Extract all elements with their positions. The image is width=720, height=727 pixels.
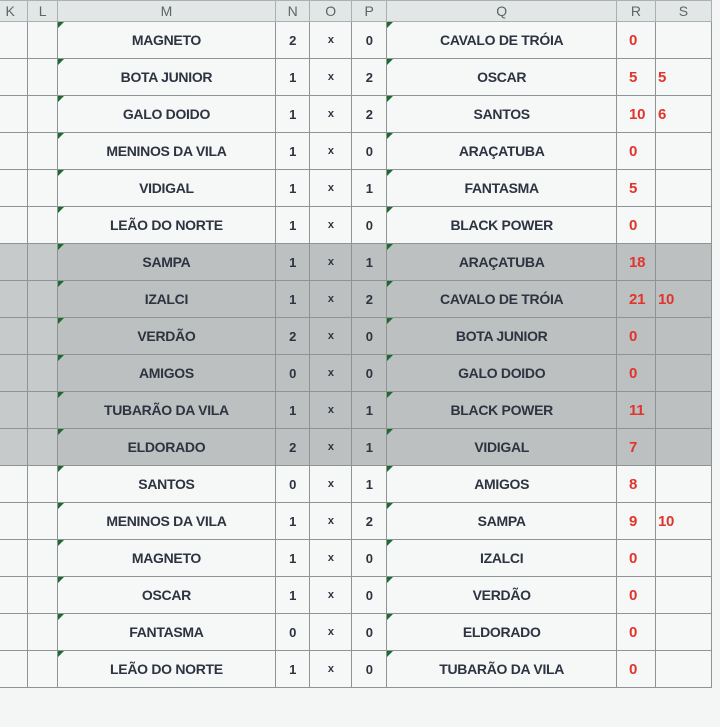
cell-k[interactable] <box>0 133 28 170</box>
cell-l[interactable] <box>28 503 58 540</box>
cell-l[interactable] <box>28 614 58 651</box>
away-score-cell[interactable]: 0 <box>352 22 387 59</box>
versus-cell[interactable]: x <box>310 651 352 688</box>
home-score-cell[interactable]: 0 <box>275 466 309 503</box>
away-score-cell[interactable]: 0 <box>352 355 387 392</box>
cell-l[interactable] <box>28 133 58 170</box>
home-score-cell[interactable]: 0 <box>275 355 309 392</box>
table-row <box>0 577 712 614</box>
points-s-cell[interactable]: 10 <box>655 503 711 540</box>
table-row <box>0 614 712 651</box>
versus-cell[interactable]: x <box>310 392 352 429</box>
away-team-cell[interactable]: BLACK POWER <box>387 207 617 244</box>
away-score-cell[interactable]: 0 <box>352 207 387 244</box>
cell-l[interactable] <box>28 540 58 577</box>
column-header-q[interactable]: Q <box>387 1 617 22</box>
home-score-cell[interactable]: 1 <box>275 207 309 244</box>
table-row <box>0 392 712 429</box>
home-team-cell[interactable]: MAGNETO <box>57 22 275 59</box>
home-score-cell[interactable]: 1 <box>275 651 309 688</box>
cell-k[interactable] <box>0 59 28 96</box>
points-r-cell[interactable]: 21 <box>617 281 656 318</box>
points-r-cell[interactable]: 0 <box>617 133 656 170</box>
away-team-cell[interactable]: ARAÇATUBA <box>387 244 617 281</box>
cell-l[interactable] <box>28 96 58 133</box>
away-team-cell[interactable]: VIDIGAL <box>387 429 617 466</box>
home-team-cell[interactable]: OSCAR <box>57 577 275 614</box>
table-row <box>0 540 712 577</box>
home-score-cell[interactable]: 1 <box>275 96 309 133</box>
table-row <box>0 207 712 244</box>
away-score-cell[interactable]: 1 <box>352 392 387 429</box>
column-header-p[interactable]: P <box>352 1 387 22</box>
versus-cell[interactable]: x <box>310 59 352 96</box>
points-r-cell[interactable]: 0 <box>617 207 656 244</box>
column-header-m[interactable]: M <box>57 1 275 22</box>
away-score-cell[interactable]: 1 <box>352 170 387 207</box>
home-score-cell[interactable]: 2 <box>275 429 309 466</box>
home-score-cell[interactable]: 1 <box>275 392 309 429</box>
column-header-k[interactable]: K <box>0 1 28 22</box>
away-score-cell[interactable]: 0 <box>352 133 387 170</box>
table-row <box>0 59 712 96</box>
cell-l[interactable] <box>28 170 58 207</box>
home-team-cell[interactable]: LEÃO DO NORTE <box>57 207 275 244</box>
table-row <box>0 651 712 688</box>
cell-l[interactable] <box>28 651 58 688</box>
cell-k[interactable] <box>0 22 28 59</box>
away-team-cell[interactable]: SAMPA <box>387 503 617 540</box>
points-s-cell[interactable] <box>655 318 711 355</box>
cell-k[interactable] <box>0 466 28 503</box>
column-header-n[interactable]: N <box>275 1 309 22</box>
points-r-cell[interactable]: 5 <box>617 170 656 207</box>
table-row <box>0 281 712 318</box>
points-s-cell[interactable] <box>655 577 711 614</box>
cell-l[interactable] <box>28 281 58 318</box>
home-team-cell[interactable]: TUBARÃO DA VILA <box>57 392 275 429</box>
away-team-cell[interactable]: CAVALO DE TRÓIA <box>387 22 617 59</box>
points-s-cell[interactable] <box>655 392 711 429</box>
cell-l[interactable] <box>28 392 58 429</box>
cell-k[interactable] <box>0 577 28 614</box>
away-team-cell[interactable]: BLACK POWER <box>387 392 617 429</box>
cell-l[interactable] <box>28 429 58 466</box>
cell-k[interactable] <box>0 540 28 577</box>
versus-cell[interactable]: x <box>310 614 352 651</box>
cell-k[interactable] <box>0 355 28 392</box>
cell-k[interactable] <box>0 503 28 540</box>
column-header-row <box>0 1 712 22</box>
table-row <box>0 503 712 540</box>
versus-cell[interactable]: x <box>310 170 352 207</box>
versus-cell[interactable]: x <box>310 133 352 170</box>
points-s-cell[interactable] <box>655 22 711 59</box>
points-r-cell[interactable]: 5 <box>617 59 656 96</box>
points-r-cell[interactable]: 0 <box>617 318 656 355</box>
home-score-cell[interactable]: 1 <box>275 503 309 540</box>
versus-cell[interactable]: x <box>310 244 352 281</box>
home-team-cell[interactable]: BOTA JUNIOR <box>57 59 275 96</box>
home-team-cell[interactable]: MENINOS DA VILA <box>57 503 275 540</box>
away-team-cell[interactable]: VERDÃO <box>387 577 617 614</box>
home-score-cell[interactable]: 1 <box>275 540 309 577</box>
cell-l[interactable] <box>28 207 58 244</box>
cell-k[interactable] <box>0 207 28 244</box>
home-team-cell[interactable]: VERDÃO <box>57 318 275 355</box>
away-score-cell[interactable]: 1 <box>352 429 387 466</box>
points-r-cell[interactable]: 18 <box>617 244 656 281</box>
points-r-cell[interactable]: 11 <box>617 392 656 429</box>
points-s-cell[interactable]: 6 <box>655 96 711 133</box>
points-s-cell[interactable] <box>655 170 711 207</box>
away-score-cell[interactable]: 0 <box>352 614 387 651</box>
home-team-cell[interactable]: MENINOS DA VILA <box>57 133 275 170</box>
versus-cell[interactable]: x <box>310 429 352 466</box>
cell-l[interactable] <box>28 244 58 281</box>
home-score-cell[interactable]: 1 <box>275 59 309 96</box>
points-s-cell[interactable] <box>655 244 711 281</box>
cell-k[interactable] <box>0 96 28 133</box>
points-s-cell[interactable] <box>655 466 711 503</box>
points-s-cell[interactable] <box>655 133 711 170</box>
points-r-cell[interactable]: 0 <box>617 540 656 577</box>
cell-k[interactable] <box>0 281 28 318</box>
cell-l[interactable] <box>28 318 58 355</box>
versus-cell[interactable]: x <box>310 540 352 577</box>
cell-k[interactable] <box>0 244 28 281</box>
home-team-cell[interactable]: SANTOS <box>57 466 275 503</box>
home-score-cell[interactable]: 2 <box>275 318 309 355</box>
table-row <box>0 96 712 133</box>
cell-l[interactable] <box>28 466 58 503</box>
away-score-cell[interactable]: 0 <box>352 540 387 577</box>
table-row <box>0 466 712 503</box>
points-s-cell[interactable] <box>655 540 711 577</box>
cell-k[interactable] <box>0 170 28 207</box>
home-team-cell[interactable]: VIDIGAL <box>57 170 275 207</box>
points-r-cell[interactable]: 9 <box>617 503 656 540</box>
versus-cell[interactable]: x <box>310 577 352 614</box>
table-row <box>0 429 712 466</box>
points-r-cell[interactable]: 0 <box>617 355 656 392</box>
table-row <box>0 170 712 207</box>
versus-cell[interactable]: x <box>310 355 352 392</box>
home-score-cell[interactable]: 0 <box>275 614 309 651</box>
table-row <box>0 133 712 170</box>
table-row <box>0 318 712 355</box>
points-s-cell[interactable] <box>655 207 711 244</box>
points-r-cell[interactable]: 0 <box>617 614 656 651</box>
away-team-cell[interactable]: AMIGOS <box>387 466 617 503</box>
cell-k[interactable] <box>0 392 28 429</box>
versus-cell[interactable]: x <box>310 96 352 133</box>
column-header-l[interactable]: L <box>28 1 58 22</box>
versus-cell[interactable]: x <box>310 22 352 59</box>
away-score-cell[interactable]: 0 <box>352 318 387 355</box>
away-team-cell[interactable]: OSCAR <box>387 59 617 96</box>
cell-k[interactable] <box>0 318 28 355</box>
away-team-cell[interactable]: BOTA JUNIOR <box>387 318 617 355</box>
cell-k[interactable] <box>0 651 28 688</box>
cell-k[interactable] <box>0 614 28 651</box>
away-score-cell[interactable]: 2 <box>352 503 387 540</box>
home-team-cell[interactable]: MAGNETO <box>57 540 275 577</box>
points-r-cell[interactable]: 10 <box>617 96 656 133</box>
points-r-cell[interactable]: 8 <box>617 466 656 503</box>
cell-l[interactable] <box>28 355 58 392</box>
home-team-cell[interactable]: LEÃO DO NORTE <box>57 651 275 688</box>
column-header-s[interactable]: S <box>655 1 711 22</box>
away-team-cell[interactable]: ELDORADO <box>387 614 617 651</box>
points-s-cell[interactable]: 5 <box>655 59 711 96</box>
points-s-cell[interactable] <box>655 614 711 651</box>
versus-cell[interactable]: x <box>310 466 352 503</box>
away-score-cell[interactable]: 1 <box>352 466 387 503</box>
away-score-cell[interactable]: 0 <box>352 577 387 614</box>
points-r-cell[interactable]: 0 <box>617 577 656 614</box>
home-team-cell[interactable]: GALO DOIDO <box>57 96 275 133</box>
home-team-cell[interactable]: SAMPA <box>57 244 275 281</box>
cell-l[interactable] <box>28 577 58 614</box>
column-header-r[interactable]: R <box>617 1 656 22</box>
versus-cell[interactable]: x <box>310 281 352 318</box>
away-team-cell[interactable]: FANTASMA <box>387 170 617 207</box>
points-r-cell[interactable]: 0 <box>617 651 656 688</box>
points-r-cell[interactable]: 0 <box>617 22 656 59</box>
home-score-cell[interactable]: 1 <box>275 281 309 318</box>
points-s-cell[interactable]: 10 <box>655 281 711 318</box>
home-team-cell[interactable]: FANTASMA <box>57 614 275 651</box>
away-team-cell[interactable]: TUBARÃO DA VILA <box>387 651 617 688</box>
away-team-cell[interactable]: SANTOS <box>387 96 617 133</box>
home-score-cell[interactable]: 1 <box>275 133 309 170</box>
home-team-cell[interactable]: IZALCI <box>57 281 275 318</box>
table-row <box>0 244 712 281</box>
away-team-cell[interactable]: GALO DOIDO <box>387 355 617 392</box>
table-row <box>0 22 712 59</box>
cell-k[interactable] <box>0 429 28 466</box>
cell-l[interactable] <box>28 59 58 96</box>
home-score-cell[interactable]: 1 <box>275 244 309 281</box>
away-team-cell[interactable]: IZALCI <box>387 540 617 577</box>
away-team-cell[interactable]: CAVALO DE TRÓIA <box>387 281 617 318</box>
cell-l[interactable] <box>28 22 58 59</box>
away-team-cell[interactable]: ARAÇATUBA <box>387 133 617 170</box>
column-header-o[interactable]: O <box>310 1 352 22</box>
points-s-cell[interactable] <box>655 429 711 466</box>
home-score-cell[interactable]: 1 <box>275 577 309 614</box>
points-s-cell[interactable] <box>655 355 711 392</box>
versus-cell[interactable]: x <box>310 503 352 540</box>
versus-cell[interactable]: x <box>310 207 352 244</box>
home-team-cell[interactable]: ELDORADO <box>57 429 275 466</box>
home-score-cell[interactable]: 2 <box>275 22 309 59</box>
away-score-cell[interactable]: 1 <box>352 244 387 281</box>
away-score-cell[interactable]: 2 <box>352 96 387 133</box>
home-team-cell[interactable]: AMIGOS <box>57 355 275 392</box>
points-r-cell[interactable]: 7 <box>617 429 656 466</box>
points-s-cell[interactable] <box>655 651 711 688</box>
home-score-cell[interactable]: 1 <box>275 170 309 207</box>
away-score-cell[interactable]: 0 <box>352 651 387 688</box>
versus-cell[interactable]: x <box>310 318 352 355</box>
away-score-cell[interactable]: 2 <box>352 281 387 318</box>
table-row <box>0 355 712 392</box>
away-score-cell[interactable]: 2 <box>352 59 387 96</box>
